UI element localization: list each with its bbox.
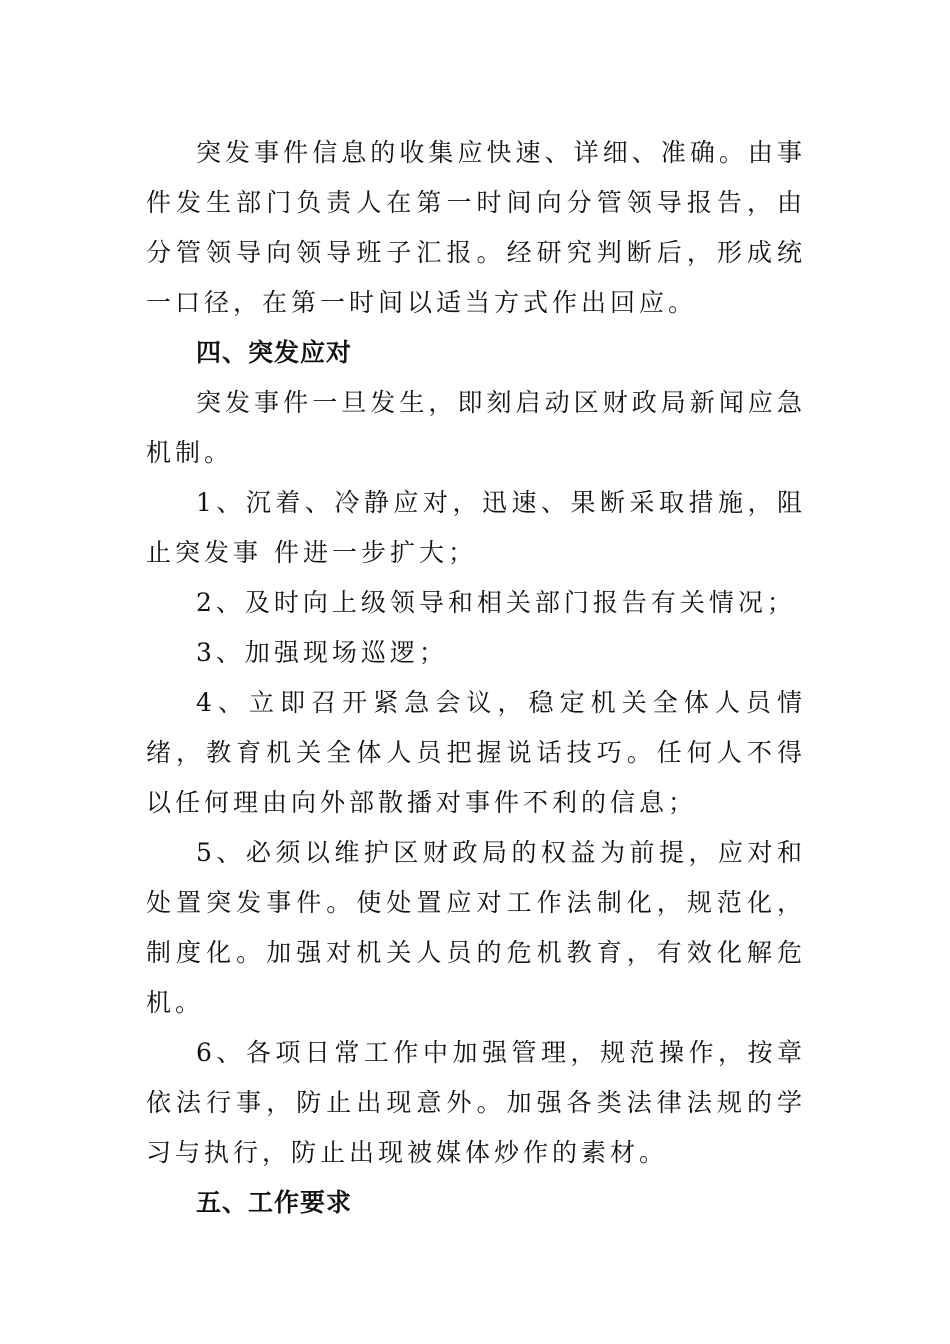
list-item-6: 6、各项日常工作中加强管理，规范操作，按章依法行事，防止出现意外。加强各类法律法规的学习与执行，防止出现被媒体炒作的素材。 [146, 1038, 806, 1167]
list-item-5: 5、必须以维护区财政局的权益为前提，应对和处置突发事件。使处置应对工作法制化，规范化，制度化。加强对机关人员的危机教育，有效化解危机。 [146, 838, 806, 1017]
paragraph-information-collection: 突发事件信息的收集应快速、详细、准确。由事件发生部门负责人在第一时间向分管领导报告，由分管领导向领导班子汇报。经研究判断后，形成统一口径，在第一时间以适当方式作出回应。 [146, 138, 806, 317]
list-item-1: 1、沉着、冷静应对，迅速、果断采取措施，阻止突发事 件进一步扩大； [146, 488, 806, 567]
list-item-4: 4、立即召开紧急会议，稳定机关全体人员情绪，教育机关全体人员把握说话技巧。任何人不得以任何理由向外部散播对事件不利的信息； [146, 688, 806, 817]
paragraph-mechanism-start: 突发事件一旦发生，即刻启动区财政局新闻应急机制。 [146, 388, 806, 467]
list-item-3: 3、加强现场巡逻； [196, 638, 448, 667]
section-heading-emergency-response: 四、突发应对 [196, 338, 353, 367]
list-item-2: 2、及时向上级领导和相关部门报告有关情况； [196, 588, 796, 617]
document-body [146, 128, 806, 1228]
section-heading-work-requirements: 五、工作要求 [196, 1188, 353, 1217]
